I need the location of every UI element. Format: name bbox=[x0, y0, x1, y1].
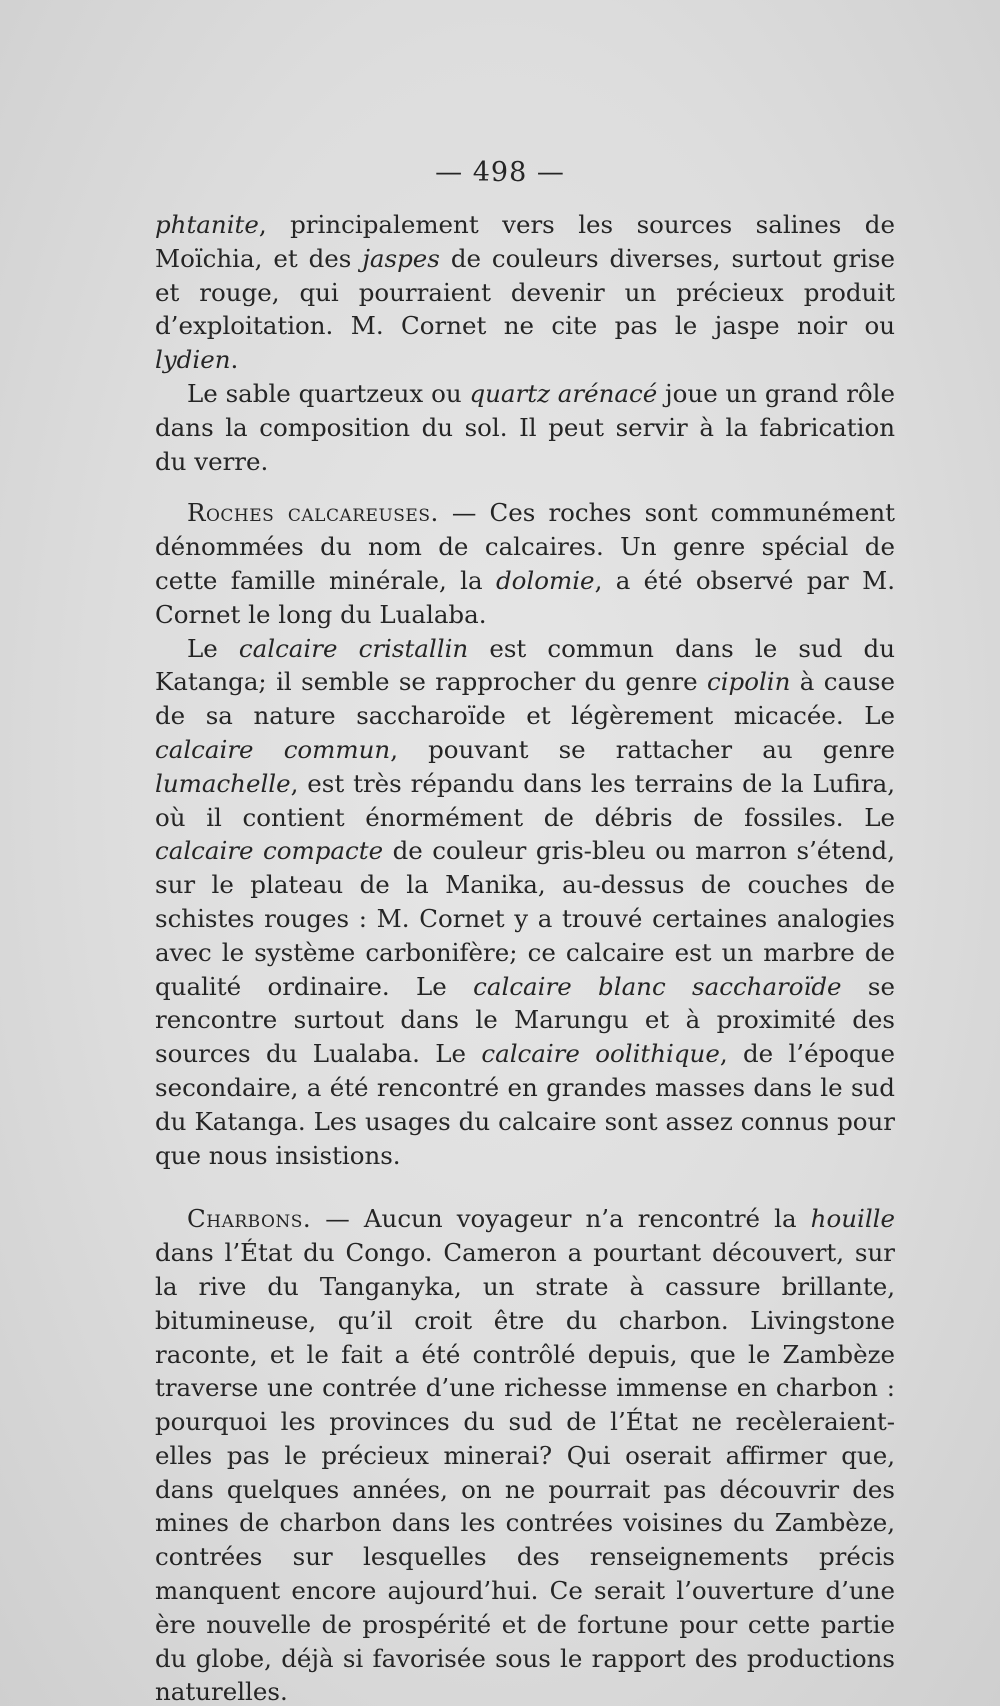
paragraph-calcaires bbox=[155, 632, 895, 1173]
paragraph-text: , est très répandu dans les terrains de la Lufira, où il contient énormément de débris de fossiles. Le bbox=[155, 768, 895, 832]
paragraph-text: , de l’époque secondaire, a été rencontré en grandes masses dans le sud du Katanga. Les usages du calcaire sont assez connus pour que nous insistions. bbox=[155, 1039, 895, 1170]
term-calcaire-cristallin: calcaire cristallin bbox=[238, 633, 469, 663]
paragraph-text: . bbox=[230, 345, 239, 375]
paragraph-text: , a été observé par M. Cornet le long du Lualaba. bbox=[155, 565, 895, 629]
paragraph-roches-calcareuses bbox=[155, 496, 895, 631]
term-calcaire-commun: calcaire commun bbox=[155, 734, 391, 764]
term-lumachelle: lumachelle bbox=[155, 768, 291, 798]
paragraph-quartz bbox=[155, 377, 895, 478]
paragraph-text: à cause de sa nature saccharoïde et légèrement micacée. Le bbox=[155, 667, 895, 731]
page-body bbox=[155, 208, 895, 1706]
paragraph-text: Le sable quartzeux ou bbox=[187, 378, 470, 408]
paragraph-text: Le bbox=[187, 633, 239, 663]
paragraph-text: , principalement vers les sources salines de Moïchia, et des bbox=[155, 210, 895, 273]
term-jaspes: jaspes bbox=[362, 243, 440, 273]
paragraph-charbons bbox=[155, 1202, 895, 1706]
term-calcaire-oolithique: calcaire oolithique bbox=[481, 1039, 720, 1069]
paragraph-text: de couleurs diverses, surtout grise et rouge, qui pourraient devenir un précieux produit d’exploitation. M. Cornet ne cite pas le jaspe noir ou bbox=[155, 243, 895, 341]
term-calcaire-compacte: calcaire compacte bbox=[155, 836, 384, 866]
term-quartz-arenace: quartz arénacé bbox=[469, 378, 658, 408]
term-calcaire-blanc-saccharoide: calcaire blanc saccharoïde bbox=[473, 971, 842, 1001]
paragraph-text: dans l’État du Congo. Cameron a pourtant découvert, sur la rive du Tanganyka, un strate à cassure brillante, bitumineuse, qu’il croit être du charbon. Livingstone raconte, et le fait a été contrôlé depuis, que le Zambèze traverse une contrée d’une richesse immense en charbon : pourquoi les provinces du sud de l’État ne recèleraient-elles pas le précieux minerai? Qui oserait affirmer que, dans quelques années, on ne pourrait pas découvrir des mines de charbon dans les contrées voisines du Zambèze, contrées sur lesquelles des renseignements précis manquent encore aujourd’hui. Ce serait l’ouverture d’une ère nouvelle de prospérité et de fortune pour cette partie du globe, déjà si favorisée sous le rapport des productions naturelles. bbox=[155, 1238, 895, 1706]
term-lydien: lydien bbox=[155, 345, 231, 375]
term-phtanite: phtanite bbox=[155, 210, 259, 239]
paragraph-text: — Aucun voyageur n’a rencontré la bbox=[311, 1204, 811, 1234]
page-number: — 498 — bbox=[435, 157, 565, 188]
paragraph-text: joue un grand rôle dans la composition du sol. Il peut servir à la fabrication du verre. bbox=[155, 378, 895, 476]
paragraph-text: se rencontre surtout dans le Marungu et à proximité des sources du Lualaba. Le bbox=[155, 971, 895, 1069]
paragraph-text: — Ces roches sont communément dénommées du nom de calcaires. Un genre spécial de cette famille minérale, la bbox=[155, 498, 895, 595]
paragraph-text: est commun dans le sud du Katanga; il semble se rapprocher du genre bbox=[155, 633, 895, 697]
term-cipolin: cipolin bbox=[706, 667, 791, 697]
term-houille: houille bbox=[810, 1204, 895, 1234]
term-dolomie: dolomie bbox=[495, 565, 595, 595]
paragraph-phtanite bbox=[155, 208, 895, 377]
section-heading-charbons: Charbons. bbox=[187, 1204, 312, 1234]
paragraph-text: de couleur gris-bleu ou marron s’étend, sur le plateau de la Manika, au-dessus de couches de schistes rouges : M. Cornet y a trouvé certaines analogies avec le système carbonifère; ce calcaire est un marbre de qualité ordinaire. Le bbox=[155, 836, 896, 1001]
paragraph-text: , pouvant se rattacher au genre bbox=[390, 734, 895, 764]
section-heading-roches-calcareuses: Roches calcareuses. bbox=[187, 498, 439, 528]
